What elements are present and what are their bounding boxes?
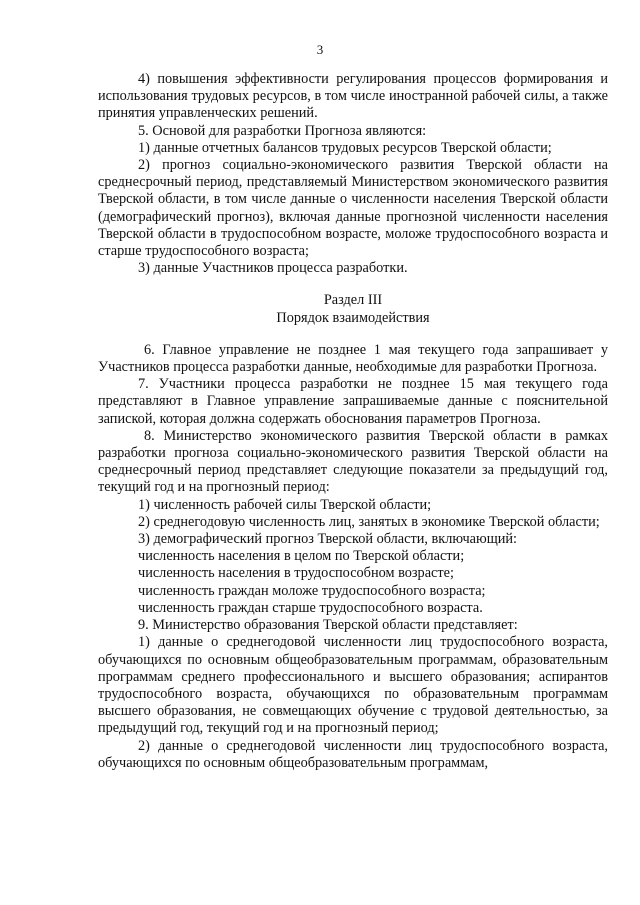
demographic-line-2: численность населения в трудоспособном возрасте; xyxy=(138,565,454,582)
demographic-line-1: численность населения в целом по Тверской области; xyxy=(138,548,465,565)
paragraph-item-4: 4) повышения эффективности регулирования процессов формирования и использования трудовых ресурсов, в том числе иностранной рабочей силы, а также принятия управленческих решений. xyxy=(98,71,608,122)
paragraph-8-item-2: 2) среднегодовую численность лиц, занятых в экономике Тверской области; xyxy=(138,513,600,530)
paragraph-8: 8. Министерство экономического развития Тверской области в рамках разработки прогноза социально-экономического развития Тверской области на среднесрочный период представляет следующие показатели за предыдущий год, текущий год и на прогнозный период: xyxy=(98,427,608,496)
paragraph-5-item-2: 2) прогноз социально-экономического развития Тверской области на среднесрочный период, представляемый Министерством экономического развития Тверской области, в том числе данные о численности населения Тверской области (демографический прогноз), включая данные прогнозной численности населения Тверской области в трудоспособном возрасте, моложе трудоспособного возраста и старше трудоспособного возраста; xyxy=(98,157,608,260)
paragraph-5-item-1: 1) данные отчетных балансов трудовых ресурсов Тверской области; xyxy=(138,139,552,156)
demographic-line-3: численность граждан моложе трудоспособного возраста; xyxy=(138,582,486,599)
paragraph-7: 7. Участники процесса разработки не позднее 15 мая текущего года представляют в Главное управление запрашиваемые данные с пояснительной запиской, которая должна содержать обоснования параметров Прогноза. xyxy=(98,376,608,427)
paragraph-9-item-2: 2) данные о среднегодовой численности лиц трудоспособного возраста, обучающихся по основным общеобразовательным программам, xyxy=(98,737,608,771)
demographic-line-4: численность граждан старше трудоспособного возраста. xyxy=(138,599,483,616)
paragraph-5-item-3: 3) данные Участников процесса разработки. xyxy=(138,260,408,277)
paragraph-9-item-1: 1) данные о среднегодовой численности лиц трудоспособного возраста, обучающихся по основным общеобразовательным программам, образовательным программам среднего профессионального и высшего образования; аспирантов трудоспособного возраста, обучающихся по образовательным программам высшего образования, не совмещающих обучение с трудовой деятельностью, за предыдущий год, текущий год и на прогнозный период; xyxy=(98,634,608,737)
paragraph-9: 9. Министерство образования Тверской области представляет: xyxy=(138,617,518,634)
paragraph-5: 5. Основой для разработки Прогноза являются: xyxy=(138,122,427,139)
paragraph-8-item-1: 1) численность рабочей силы Тверской области; xyxy=(138,496,432,513)
section-title: Раздел III xyxy=(323,292,383,309)
paragraph-8-item-3: 3) демографический прогноз Тверской области, включающий: xyxy=(138,531,517,548)
page-number: 3 xyxy=(316,42,324,57)
document-body xyxy=(98,71,608,772)
paragraph-6: 6. Главное управление не позднее 1 мая текущего года запрашивает у Участников процесса разработки данные, необходимые для разработки Прогноза. xyxy=(98,341,608,376)
section-subtitle: Порядок взаимодействия xyxy=(276,309,430,326)
